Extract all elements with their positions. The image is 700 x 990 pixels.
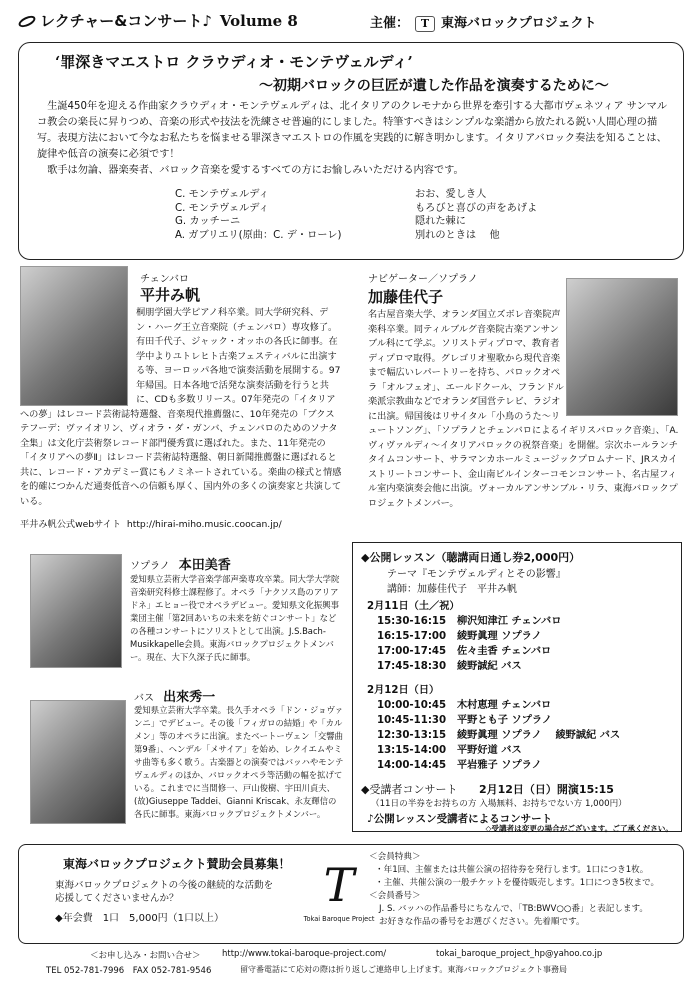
lesson-slot: 10:00-10:45 木村恵理 チェンバロ xyxy=(377,700,552,711)
footer-note: 留守番電話にて応対の際は折り返しご連絡申し上げます。東海バロックプロジェクト事務局 xyxy=(240,965,568,974)
lesson-slot: 12:30-13:15 綾野眞理 ソプラノ 綾野誠紀 バス xyxy=(377,730,621,741)
day2-date: 2月12日（日） xyxy=(367,685,440,696)
kato-bio: 名古屋音楽大学、オランダ国立ズボレ音楽院声楽科卒業。同ティルブルグ音楽院古楽アンサンブル科にて学ぶ。ソリストディプロマ、教育者ディプロマ取得。グレゴリオ聖歌から現代音楽まで幅広いレパートリーを持ち、バロックオペラ「オルフェオ」、エールドクール、フランドル楽派宗教曲などでオランダ国営テレビ、ラジオに出演。帰国後はリサイタル「小鳥のうた～リュートソング」、「ソプラノとチェンバロによるイギリスバロック音楽」、「A.ヴィヴァルディ～イタリアバロックの祝祭音楽」を開催。宗次ホールランチタイムコンサート、サラマンカホールミュージックプロムナード、JRスカイストリートコンサート、金山南ビルインターコモンコンサート、名古屋フィル室内楽演奏会他に出演。ヴォーカルアンサンブル・リラ、東海バロックプロジェクトメンバー。 xyxy=(368,308,684,536)
lesson-slot: 17:45-18:30 綾野誠紀 バス xyxy=(377,661,522,672)
header xyxy=(0,0,700,40)
lessons-box xyxy=(352,542,682,832)
hirai-name: 平井み帆 xyxy=(140,286,201,304)
support-fee: ◆年会費 1口 5,000円（1口以上） xyxy=(55,913,225,924)
intro-box xyxy=(18,42,684,260)
support-title: 東海バロックプロジェクト賛助会員募集！ xyxy=(63,857,291,871)
hirai-website-link[interactable]: http://hirai-miho.music.coocan.jp/ xyxy=(126,519,282,530)
kato-role: ナビゲーター／ソプラノ xyxy=(368,274,478,285)
support-desc-1: 東海バロックプロジェクトの今後の継続的な活動を xyxy=(55,880,274,891)
kato-bio-spacer xyxy=(564,308,684,420)
honda-bio: 愛知県立芸術大学音楽学部声楽専攻卒業。同大学大学院音楽研究科修士課程修了。オペラ「ナクソス島のアリアドネ」エヒョー役でオペラデビュー。愛知県文化振興事業団主催「第2回あいちの未来を紡ぐコンサート」などの各種コンサートにソリストとして出演。J.S.Bach-Musikkapelle会員。東海バロックプロジェクトメンバー。現在、大下久深子氏に師事。 xyxy=(130,574,340,662)
lesson-slot: 15:30-16:15 柳沢知津江 チェンバロ xyxy=(377,616,562,627)
pen-icon xyxy=(17,14,37,30)
logo-text: Tokai Baroque Project xyxy=(303,915,375,923)
kato-name: 加藤佳代子 xyxy=(368,288,444,306)
day1-date: 2月11日（土／祝） xyxy=(367,601,460,612)
footer-inquiry: ＜お申し込み・お問い合せ＞ xyxy=(90,951,201,961)
lessons-day2 xyxy=(367,683,620,773)
lesson-slot: 14:00-14:45 平岩雅子 ソプラノ xyxy=(377,760,542,771)
volume-label: Volume 8 xyxy=(219,12,298,30)
change-note: ◇受講者は変更の場合がございます。ご了承ください。 xyxy=(485,824,673,833)
support-benefits: ＜会員特典＞ ・年1回、主催または共催公演の招待券を発行します。1口につき1枚。 ・主催、共催公演の一般チケットを優待販売します。1口につき5枚まで。 ＜会員番号＞ J. S. バッハの作品番号にちなんで、「TB:BWV○○番」と表記します。 お好きな作品の番号をお選びください。先着順です。 xyxy=(369,852,660,927)
footer-email[interactable]: tokai_baroque_project_hp@yahoo.co.jp xyxy=(436,949,603,959)
lecture-title: ‘罪深きマエストロ クラウディオ・モンテヴェルディ’ xyxy=(55,53,413,71)
intro-text xyxy=(37,99,673,179)
dekoro-bio: 愛知県立芸術大学卒業。長久手オペラ「ドン・ジョヴァンニ」でデビュー。その後「フィガロの結婚」や「カルメン」等のオペラに出演。またベートーヴェン「交響曲第9番」、ヘンデル「メサイア」を始め、レクイエムやミサ曲等も多く歌う。古楽器との演奏ではバッハやモンテヴェルディのほか、バロックオペラ等活動の幅を拡げている。これまでに当間修一、戸山俊樹、宇田川貞夫、(故)Giuseppe Taddei、Gianni Kriscak、永友輝信の各氏に師事。東海バロックプロジェクトメンバー。 xyxy=(134,705,344,819)
lesson-slot: 17:00-17:45 佐々圭香 チェンバロ xyxy=(377,646,552,657)
hirai-bio-spacer xyxy=(20,306,136,406)
honda-name: 本田美香 xyxy=(178,558,231,573)
event-title: レクチャー&コンサート♪ Volume 8 xyxy=(18,10,298,31)
support-desc-2: 応援してくださいませんか？ xyxy=(55,893,179,904)
hirai-bio: 桐朋学園大学ピアノ科卒業。同大学研究科、デン・ハーグ王立音楽院（チェンバロ）専攻修了。有田千代子、ジャック・オッホの各氏に師事。在学中よりユトレヒト古楽フェスティバルに出演する等、ヨーロッパ各地で演奏活動を展開する。97年帰国。日本各地で活発な演奏活動を行うと共に、CDも多数リリース。07年発売の「イタリアへの夢」はレコード芸術誌特選盤、音楽現代推薦盤に、10年発売の「ブクステフーデ：ヴァイオリン、ヴィオラ・ダ・ガンバ、チェンバロのためのソナタ全集」は文化庁芸術祭レコード部門優秀賞に選ばれた。また、11年発売の「イタリアへの夢Ⅱ」はレコード芸術誌特選盤、朝日新聞推薦盤に選ばれると共に、レコード・アカデミー賞にもノミネートされている。楽曲の様式と情感を的確につかんだ通奏低音への信頼も厚く、国内外の多くの演奏家と共演している。 xyxy=(20,307,342,507)
lessons-day1 xyxy=(367,599,561,674)
dekoro-name: 出來秀一 xyxy=(163,690,216,705)
support-box xyxy=(18,844,684,944)
hirai-role: チェンバロ xyxy=(140,274,189,285)
intro-paragraph-1: 生誕450年を迎える作曲家クラウディオ・モンテヴェルディは、北イタリアのクレモナから世界を牽引する大都市ヴェネツィア サンマルコ教会の楽長に昇りつめ、音楽の形式や技法を洗練させ普遍的にしました。特筆すべきはシンプルな楽譜から放たれる鋭い人間心理の描写。表現方法において今なお私たちを悩ませる罪深きマエストロの作風を実践的に解き明かします。イタリアバロック奏法を知ることは、旋律や低音の演奏に必須です！ xyxy=(37,101,668,160)
program-row: C. モンテヴェルディ おお、愛しき人 xyxy=(175,189,487,200)
dekoro-heading xyxy=(134,686,215,705)
lessons-title: ◆公開レッスン（聴講両日通し券2,000円） xyxy=(361,551,581,564)
lessons-instructors: 講師：加藤佳代子 平井み帆 xyxy=(387,584,517,595)
honda-role: ソプラノ xyxy=(130,561,170,572)
concert-title: ◆受講者コンサート xyxy=(361,783,458,796)
dekoro-role: バス xyxy=(134,693,154,704)
program-row: C. モンテヴェルディ もろびと喜びの声をあげよ xyxy=(175,202,538,214)
honda-photo xyxy=(30,554,122,668)
logo-letter-icon: T xyxy=(323,858,355,912)
concert-sub: ♪公開レッスン受講者によるコンサート xyxy=(367,813,553,825)
organizer: 主催： T 東海バロックプロジェクト xyxy=(370,16,597,31)
dekoro-photo xyxy=(30,700,126,824)
lesson-slot: 16:15-17:00 綾野眞理 ソプラノ xyxy=(377,631,542,642)
tokai-baroque-logo xyxy=(299,855,379,939)
program-list xyxy=(175,188,537,242)
lesson-slot: 13:15-14:00 平野好道 バス xyxy=(377,745,522,756)
lesson-slot: 10:45-11:30 平野とも子 ソプラノ xyxy=(377,715,552,726)
footer-website[interactable]: http://www.tokai-baroque-project.com/ xyxy=(222,949,387,959)
hirai-website: 平井み帆公式webサイト http://hirai-miho.music.coocan.jp/ xyxy=(20,519,282,530)
program-row: G. カッチーニ 隠れた棘に xyxy=(175,216,466,227)
footer-tel: TEL 052-781-7996 FAX 052-781-9546 xyxy=(46,966,212,976)
concert-time: 2月12日（日）開演15:15 xyxy=(478,783,614,796)
intro-paragraph-2: 歌手は勿論、器楽奏者、バロック音楽を愛するすべての方にお愉しみいただける内容です。 xyxy=(47,165,464,176)
lessons-theme: テーマ『モンテヴェルディとその影響』 xyxy=(387,569,566,580)
honda-heading xyxy=(130,554,231,573)
concert-heading xyxy=(361,781,614,797)
organizer-logo-icon: T xyxy=(415,16,435,32)
concert-note: （11日の半券をお持ちの方 入場無料、お持ちでない方 1,000円） xyxy=(371,799,627,809)
program-row: A. ガブリエリ(原曲：C. デ・ローレ) 別れのときは 他 xyxy=(175,229,500,241)
lecture-subtitle: ～初期バロックの巨匠が遺した作品を演奏するために～ xyxy=(259,78,609,94)
